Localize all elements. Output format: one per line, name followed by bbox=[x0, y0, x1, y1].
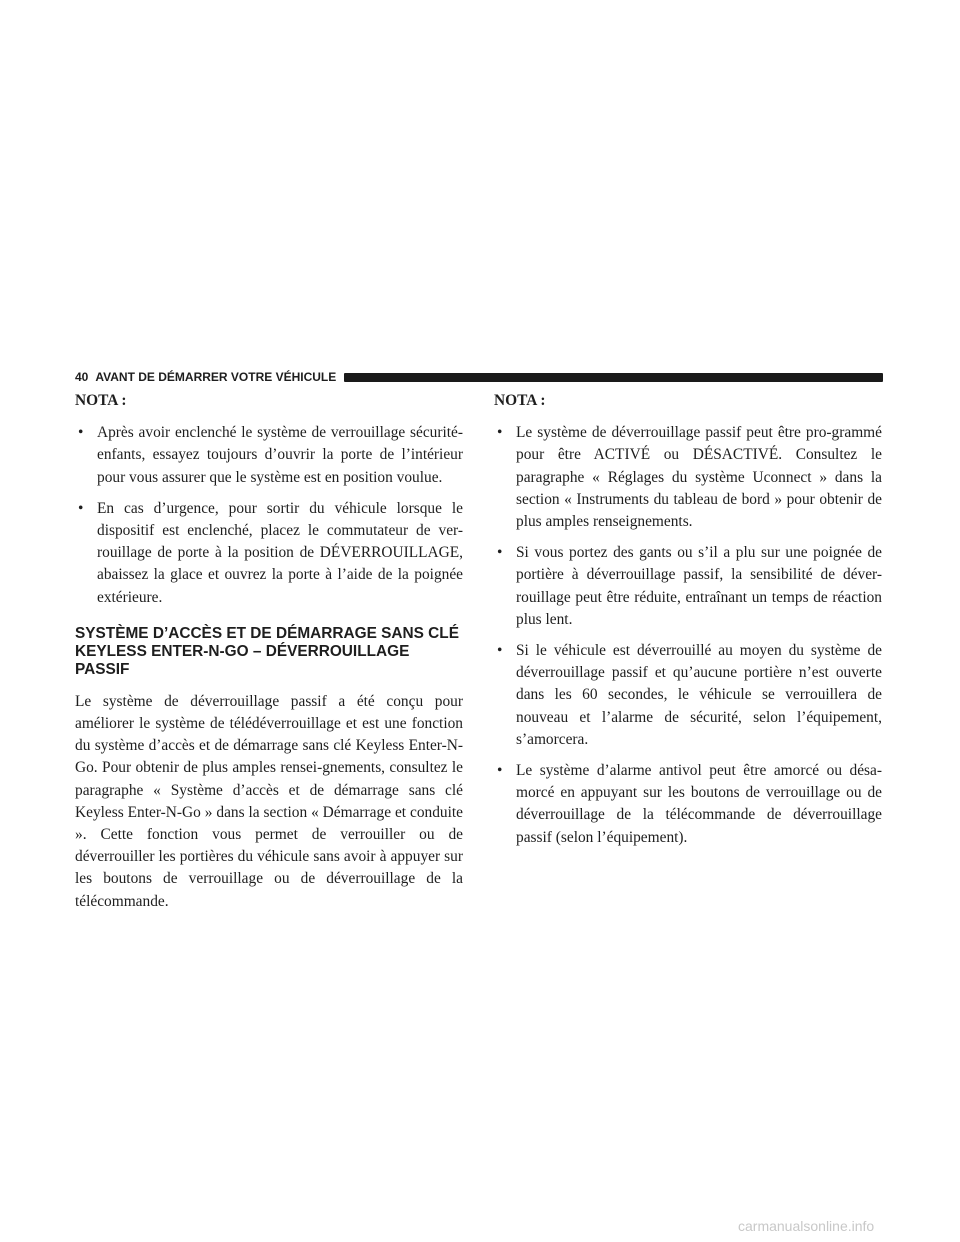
list-item bbox=[494, 640, 882, 751]
list-item bbox=[494, 760, 882, 849]
nota-list-left bbox=[75, 422, 463, 609]
bullet-icon: • bbox=[497, 642, 503, 660]
list-item-text: Le système de déverrouillage passif peut être pro-grammé pour être ACTIVÉ ou DÉSACTIVÉ. Consultez le paragraphe « Réglages du système Uconnect » dans la section « Instruments du tableau de bord » pour obtenir de plus amples renseignements. bbox=[516, 424, 882, 531]
watermark-link[interactable]: carmanualsonline.info bbox=[738, 1218, 875, 1234]
nota-label-left: NOTA : bbox=[75, 392, 127, 409]
list-item bbox=[75, 498, 463, 609]
left-column bbox=[75, 390, 463, 913]
bullet-icon: • bbox=[78, 499, 84, 517]
header-rule bbox=[344, 373, 883, 382]
bullet-icon: • bbox=[497, 424, 503, 442]
nota-list-right bbox=[494, 422, 882, 849]
page-number: 40 bbox=[75, 370, 89, 384]
list-item-text: Le système d’alarme antivol peut être amorcé ou désa-morcé en appuyant sur les boutons de verrouillage ou de déverrouillage de la télécommande de déverrouillage passif (selon l’équipement). bbox=[516, 762, 882, 846]
list-item bbox=[494, 542, 882, 631]
list-item bbox=[75, 422, 463, 489]
list-item-text: En cas d’urgence, pour sortir du véhicule lorsque le dispositif est enclenché, placez le commutateur de ver-rouillage de porte à la position de DÉVERROUILLAGE, abaissez la glace et ouvrez la porte à l’aide de la poignée extérieure. bbox=[97, 499, 463, 606]
chapter-title: AVANT DE DÉMARRER VOTRE VÉHICULE bbox=[95, 370, 337, 384]
page-header bbox=[75, 370, 883, 384]
list-item bbox=[494, 422, 882, 533]
bullet-icon: • bbox=[78, 424, 84, 442]
bullet-icon: • bbox=[497, 544, 503, 562]
bullet-icon: • bbox=[497, 762, 503, 780]
right-column bbox=[494, 390, 882, 858]
section-paragraph: Le système de déverrouillage passif a été conçu pour améliorer le système de télédéverrouillage et est une fonction du système d’accès et de démarrage sans clé Keyless Enter-N-Go. Pour obtenir de plus amples rensei-gnements, consultez le paragraphe « Système d’accès et de démarrage sans clé Keyless Enter-N-Go » dans la section « Démarrage et conduite ». Cette fonction vous permet de verrouiller ou de déverrouiller les portières du véhicule sans avoir à appuyer sur les boutons de verrouillage ou de déverrouillage de la télécommande. bbox=[75, 692, 463, 910]
list-item-text: Si vous portez des gants ou s’il a plu sur une poignée de portière à déverrouillage passif, la sensibilité de déver-rouillage peut être réduite, entraînant un temps de réaction plus lent. bbox=[516, 544, 882, 628]
list-item-text: Si le véhicule est déverrouillé au moyen du système de déverrouillage passif et qu’aucune portière n’est ouverte dans les 60 secondes, le véhicule se verrouillera de nouveau et l’alarme de sécurité, selon l’équipement, s’amorcera. bbox=[516, 642, 882, 748]
section-title: SYSTÈME D’ACCÈS ET DE DÉMARRAGE SANS CLÉ KEYLESS ENTER-N-GO – DÉVERROUILLAGE PASSIF bbox=[75, 624, 459, 678]
nota-label-right: NOTA : bbox=[494, 392, 546, 409]
list-item-text: Après avoir enclenché le système de verrouillage sécurité-enfants, essayez toujours d’ouvrir la porte de l’intérieur pour vous assurer que le système est en position voulue. bbox=[97, 424, 463, 486]
